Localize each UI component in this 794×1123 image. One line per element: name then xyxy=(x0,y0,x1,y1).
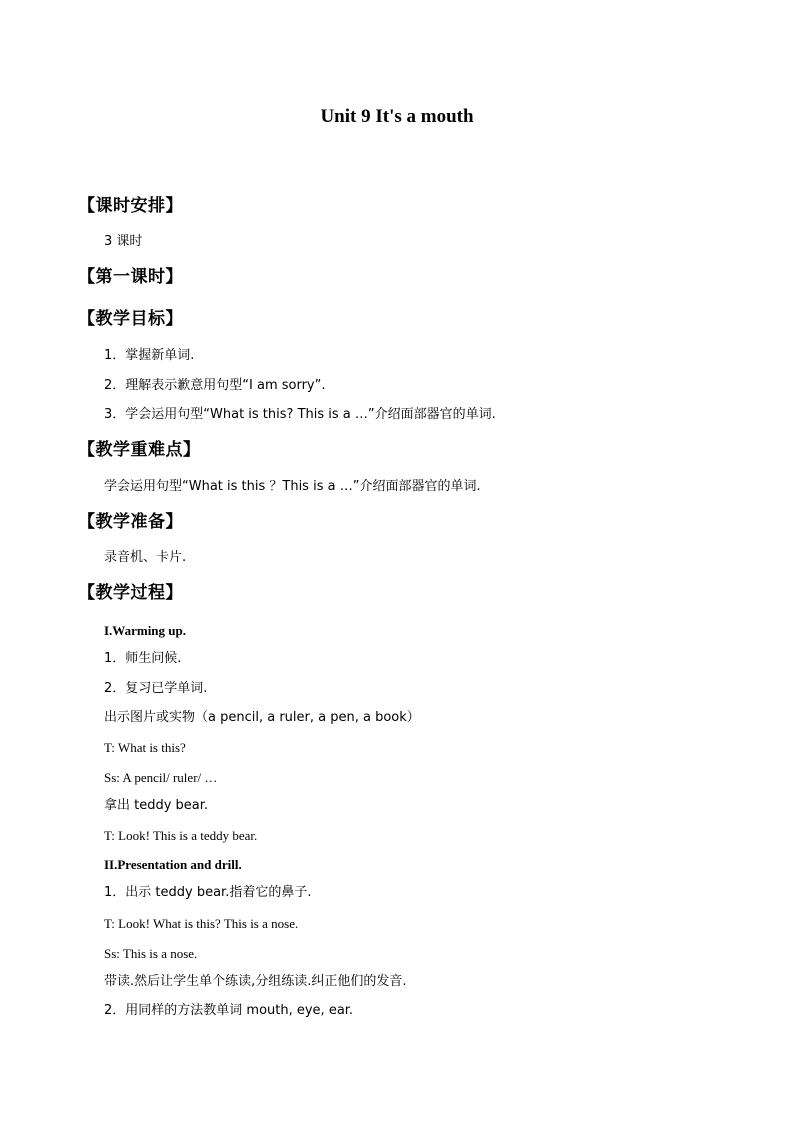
process-line: Ss: This is a nose. xyxy=(104,946,198,961)
process-line: 2．复习已学单词. xyxy=(104,681,208,696)
objective-item: 1．掌握新单词. xyxy=(104,348,195,363)
process-line: 出示图片或实物（a pencil, a ruler, a pen, a book） xyxy=(104,710,420,725)
process-line: 1．师生问候. xyxy=(104,651,182,666)
objective-item: 3．学会运用句型“What is this? This is a …”介绍面部器官的单词. xyxy=(104,407,496,422)
heading-preparation: 【教学准备】 xyxy=(78,512,183,532)
process-line: 1．出示 teddy bear.指着它的鼻子. xyxy=(104,885,312,900)
process-line: 带读.然后让学生单个练读,分组练读.纠正他们的发音. xyxy=(104,974,407,989)
heading-key-points: 【教学重难点】 xyxy=(78,440,201,460)
process-line: 拿出 teddy bear. xyxy=(104,798,209,813)
process-subheading-warmup: I.Warming up. xyxy=(104,623,186,638)
schedule-text: 3 课时 xyxy=(104,234,143,249)
heading-schedule: 【课时安排】 xyxy=(78,196,183,216)
process-subheading-presentation: II.Presentation and drill. xyxy=(104,857,242,872)
process-line: T: Look! This is a teddy bear. xyxy=(104,828,258,843)
process-line: T: What is this? xyxy=(104,740,186,755)
process-line: 2．用同样的方法教单词 mouth, eye, ear. xyxy=(104,1003,354,1018)
key-points-text: 学会运用句型“What is this ？This is a …”介绍面部器官的单词. xyxy=(104,479,481,494)
preparation-text: 录音机、卡片. xyxy=(104,550,187,565)
heading-objectives: 【教学目标】 xyxy=(78,309,183,329)
heading-process: 【教学过程】 xyxy=(78,583,183,603)
process-line: T: Look! What is this? This is a nose. xyxy=(104,916,299,931)
document-title: Unit 9 It's a mouth xyxy=(320,106,474,127)
objective-item: 2．理解表示歉意用句型“I am sorry”. xyxy=(104,378,326,393)
heading-lesson-one: 【第一课时】 xyxy=(78,267,183,287)
process-line: Ss: A pencil/ ruler/ … xyxy=(104,770,218,785)
